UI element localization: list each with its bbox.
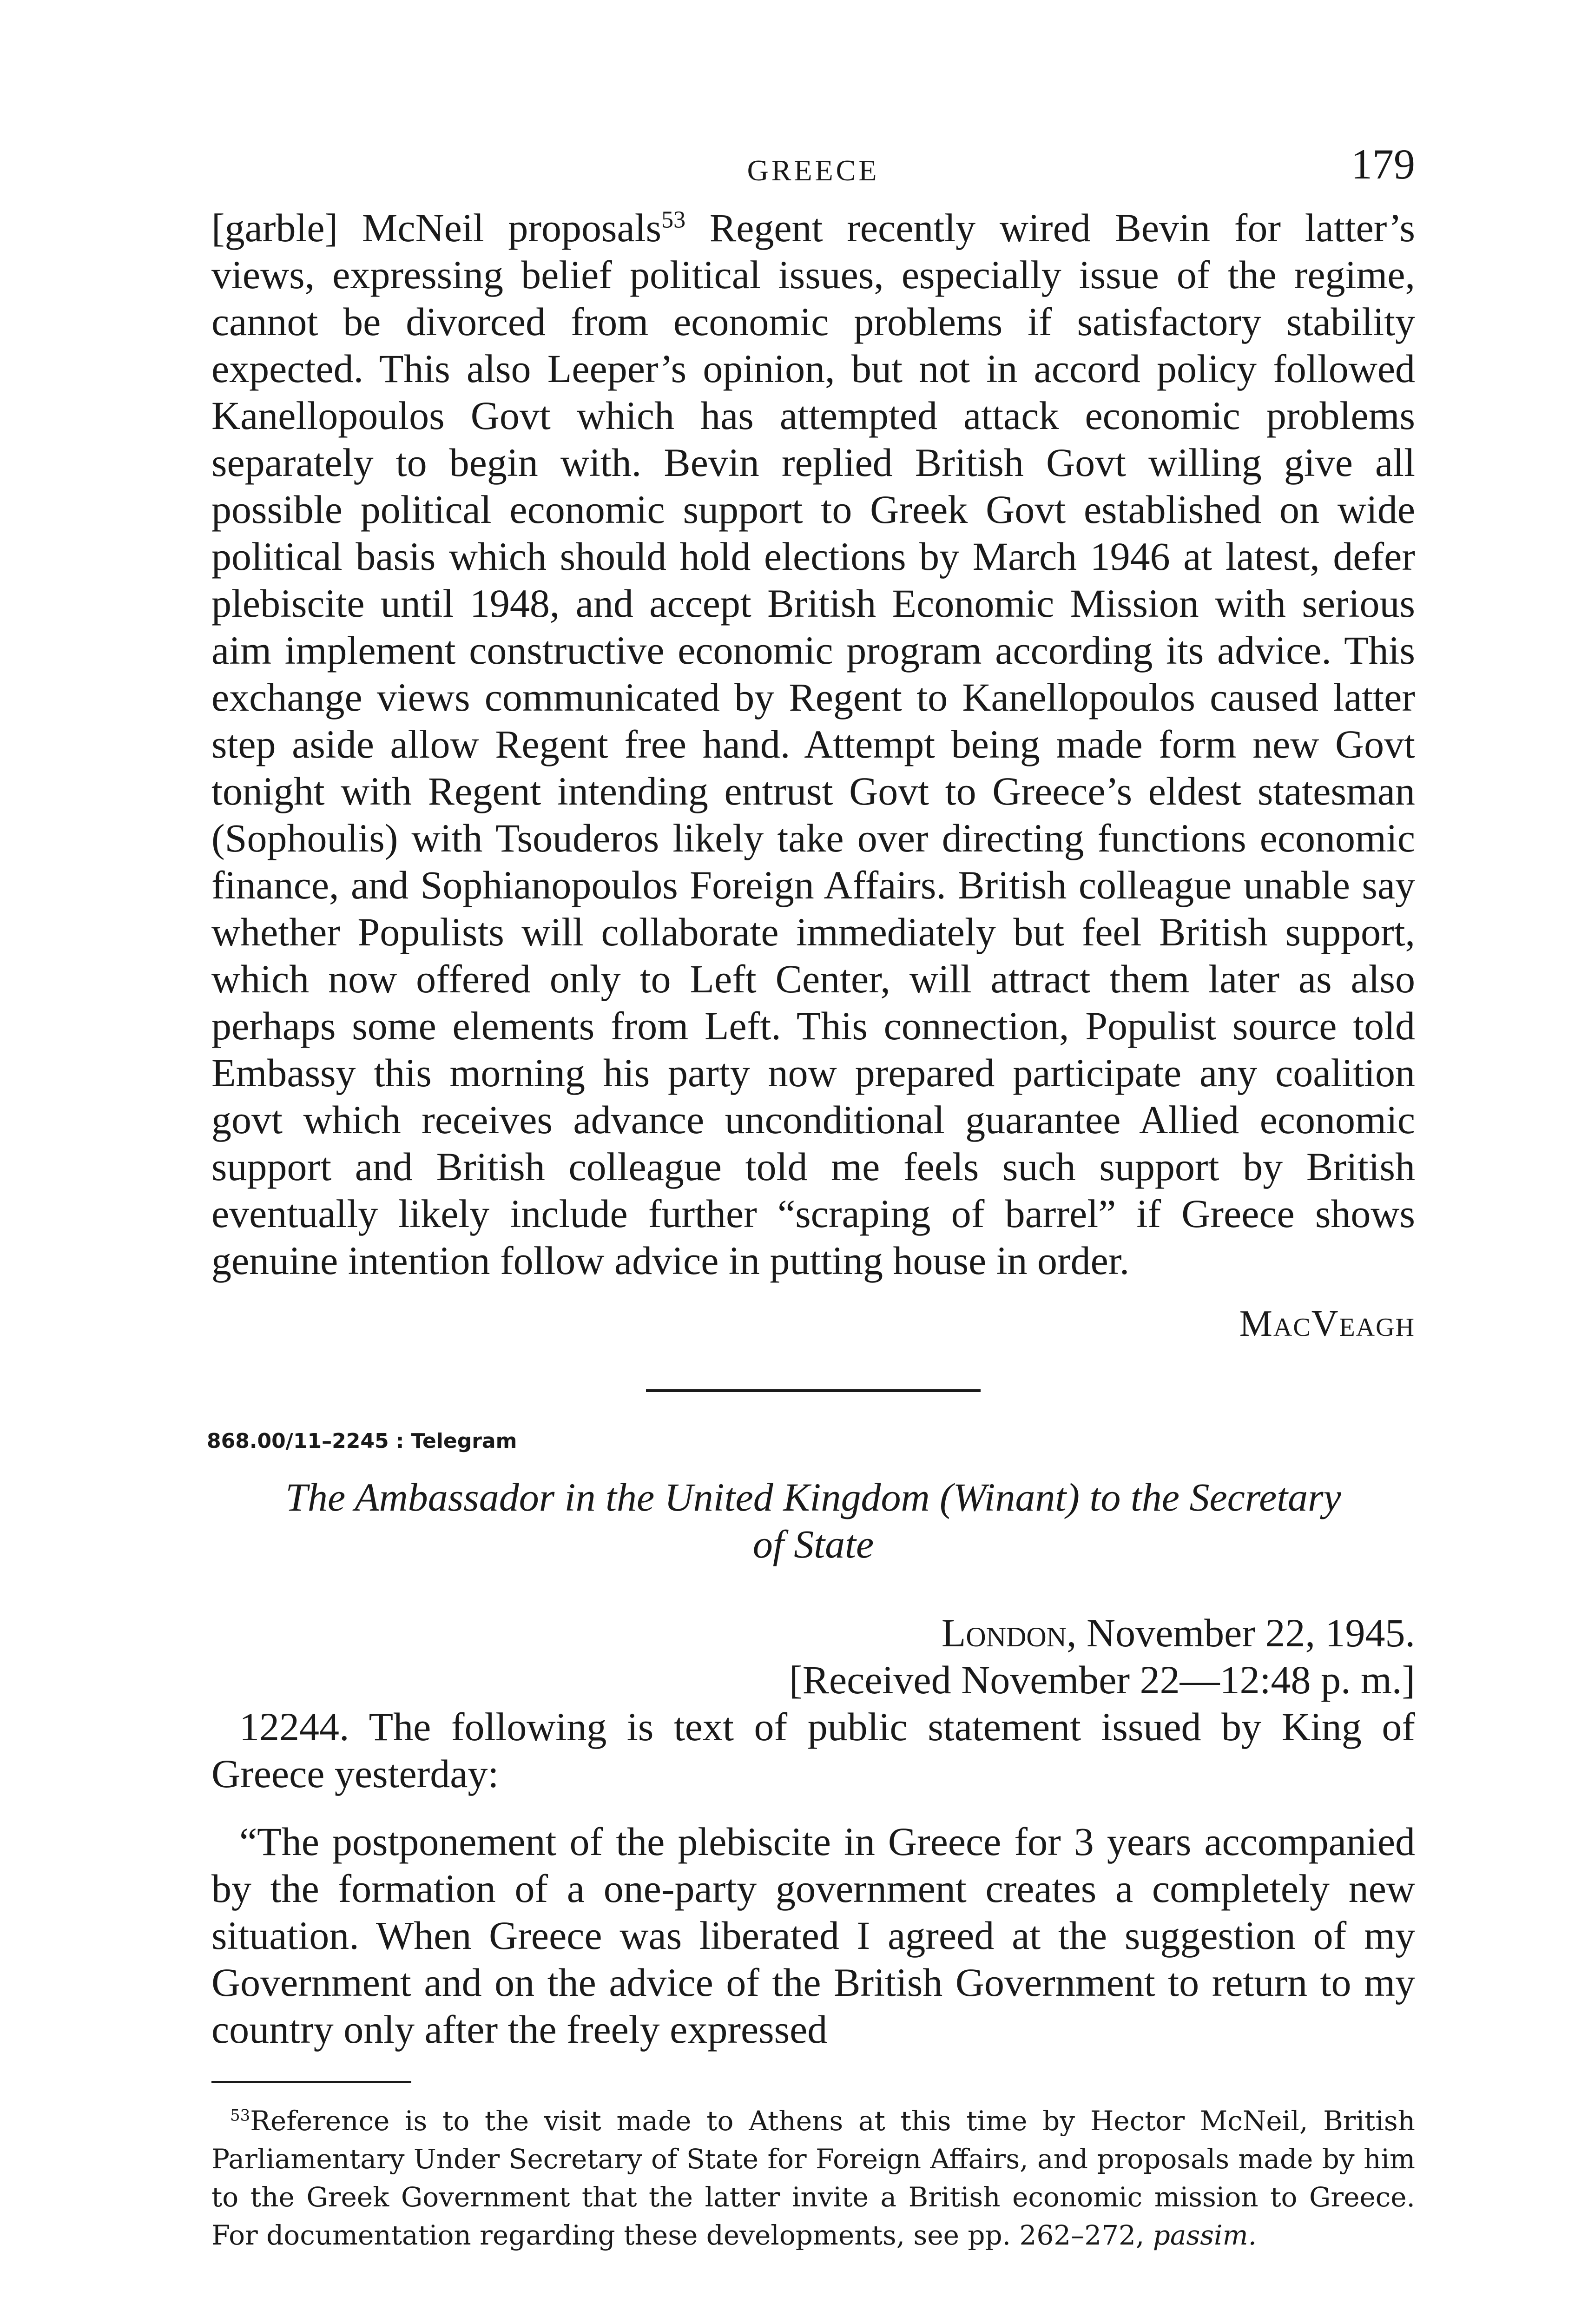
continuation-lead: [garble] McNeil proposals	[211, 205, 662, 250]
dateline	[211, 1610, 1415, 1703]
footnote-rule	[211, 2081, 411, 2083]
continuation-paragraph	[211, 205, 1415, 1284]
file-number: 868.00/11–2245 : Telegram	[207, 1429, 517, 1453]
continuation-body: Regent recently wired Bevin for latter’s views, expressing belief political issues, especially issue of the regime, cannot be divorced from economic problems if satisfactory stability expected. This also Leeper’s opinion, but not in accord policy followed Kanellopoulos Govt which has attempted attack economic problems separately to begin with. Bevin replied British Govt willing give all possible political economic support to Greek Govt established on wide political basis which should hold elections by March 1946 at latest, defer plebiscite until 1948, and accept British Economic Mission with serious aim implement constructive economic program according its advice. This exchange views communicated by Regent to Kanellopoulos caused latter step aside allow Regent free hand. Attempt being made form new Govt tonight with Regent intending entrust Govt to Greece’s eldest statesman (Sophoulis) with Tsouderos likely take over directing functions economic finance, and Sophianopoulos Foreign Affairs. British colleague unable say whether Populists will collaborate immediately but feel British support, which now offered only to Left Center, will attract them later as also perhaps some elements from Left. This connection, Populist source told Embassy this morning his party now prepared participate any coalition govt which receives advance unconditional guarantee Allied economic support and British colleague told me feels such support by British eventually likely include further “scraping of barrel” if Greece shows genuine intention follow advice in putting house in order.	[211, 205, 1415, 1283]
king-statement-quote: “The postponement of the plebiscite in Greece for 3 years accompanied by the formation of a one-party government creates a completely new situation. When Greece was liberated I agreed at the suggestion of my Government and on the advice of the British Government to return to my country only after the freely expressed	[211, 1819, 1415, 2052]
page-number: 179	[1351, 140, 1415, 188]
received-line: [Received November 22—12:48 p. m.]	[789, 1657, 1415, 1702]
footnote	[211, 2102, 1415, 2254]
place: London	[941, 1611, 1067, 1655]
heading-line-2: of State	[752, 1522, 874, 1566]
document-heading	[211, 1474, 1415, 1568]
section-divider	[646, 1389, 981, 1392]
signature: MacVeagh	[1239, 1303, 1415, 1344]
footnote-reference: 53	[661, 206, 686, 233]
place-date	[211, 1610, 1415, 1657]
running-title: GREECE	[747, 154, 880, 187]
footnote-italic: passim.	[1153, 2219, 1257, 2251]
footnote-text: Reference is to the visit made to Athens at this time by Hector McNeil, British Parliamentary Under Secretary of State for Foreign Affairs, and proposals made by him to the Greek Government that the latter invite a British economic mission to Greece. For documentation regarding these developments, see pp. 262–272,	[211, 2105, 1415, 2251]
footnote-marker: 53	[230, 2106, 250, 2125]
telegram-opening: 12244. The following is text of public statement issued by King of Greece yesterday:	[211, 1704, 1415, 1796]
running-head	[211, 135, 1415, 205]
document-page	[207, 135, 1415, 2254]
date: , November 22, 1945.	[1067, 1611, 1415, 1655]
heading-line-1: The Ambassador in the United Kingdom (Winant) to the Secretary	[285, 1475, 1341, 1519]
